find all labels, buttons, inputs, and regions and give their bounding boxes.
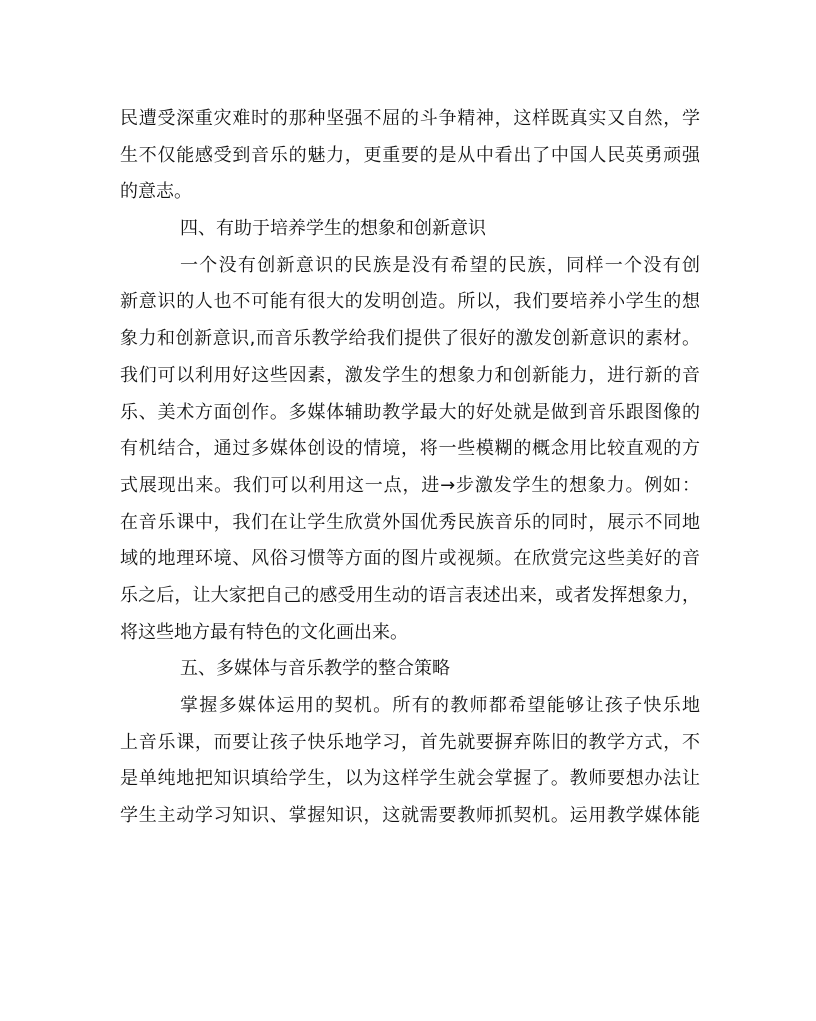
document-body [120, 101, 700, 835]
paragraph-line: 上音乐课，而要让孩子快乐地学习，首先就要摒弃陈旧的教学方式，不 [120, 731, 700, 753]
section-heading: 五、多媒体与音乐教学的整合策略 [180, 658, 450, 680]
paragraph-line: 学生主动学习知识、掌握知识，这就需要教师抓契机。运用教学媒体能 [120, 805, 700, 827]
paragraph-line: 式展现出来。我们可以利用这一点，进→步激发学生的想象力。例如： [120, 474, 700, 496]
section-heading: 四、有助于培养学生的想象和创新意识 [180, 218, 486, 240]
paragraph-line: 掌握多媒体运用的契机。所有的教师都希望能够让孩子快乐地 [180, 695, 700, 716]
paragraph-line: 乐、美术方面创作。多媒体辅助教学最大的好处就是做到音乐跟图像的 [120, 401, 700, 423]
paragraph-line: 一个没有创新意识的民族是没有希望的民族，同样一个没有创 [180, 254, 700, 276]
paragraph-line: 我们可以利用好这些因素，激发学生的想象力和创新能力，进行新的音 [120, 364, 700, 386]
paragraph-line: 新意识的人也不可能有很大的发明创造。所以，我们要培养小学生的想 [120, 291, 700, 313]
paragraph-line: 民遭受深重灾难时的那种坚强不屈的斗争精神，这样既真实又自然，学 [120, 108, 700, 129]
paragraph-line: 在音乐课中，我们在让学生欣赏外国优秀民族音乐的同时，展示不同地 [120, 511, 700, 533]
paragraph-line: 将这些地方最有特色的文化画出来。 [120, 621, 408, 643]
paragraph-line: 有机结合，通过多媒体创设的情境，将一些模糊的概念用比较直观的方 [120, 438, 700, 460]
paragraph-line: 乐之后，让大家把自己的感受用生动的语言表述出来，或者发挥想象力， [120, 584, 700, 606]
paragraph-line: 是单纯地把知识填给学生，以为这样学生就会掌握了。教师要想办法让 [120, 768, 700, 790]
paragraph-line: 生不仅能感受到音乐的魅力，更重要的是从中看出了中国人民英勇顽强 [120, 144, 700, 166]
paragraph-line: 的意志。 [120, 181, 192, 203]
paragraph-line: 域的地理环境、风俗习惯等方面的图片或视频。在欣赏完这些美好的音 [120, 548, 700, 570]
paragraph-line: 象力和创新意识,而音乐教学给我们提供了很好的激发创新意识的素材。 [120, 328, 700, 350]
